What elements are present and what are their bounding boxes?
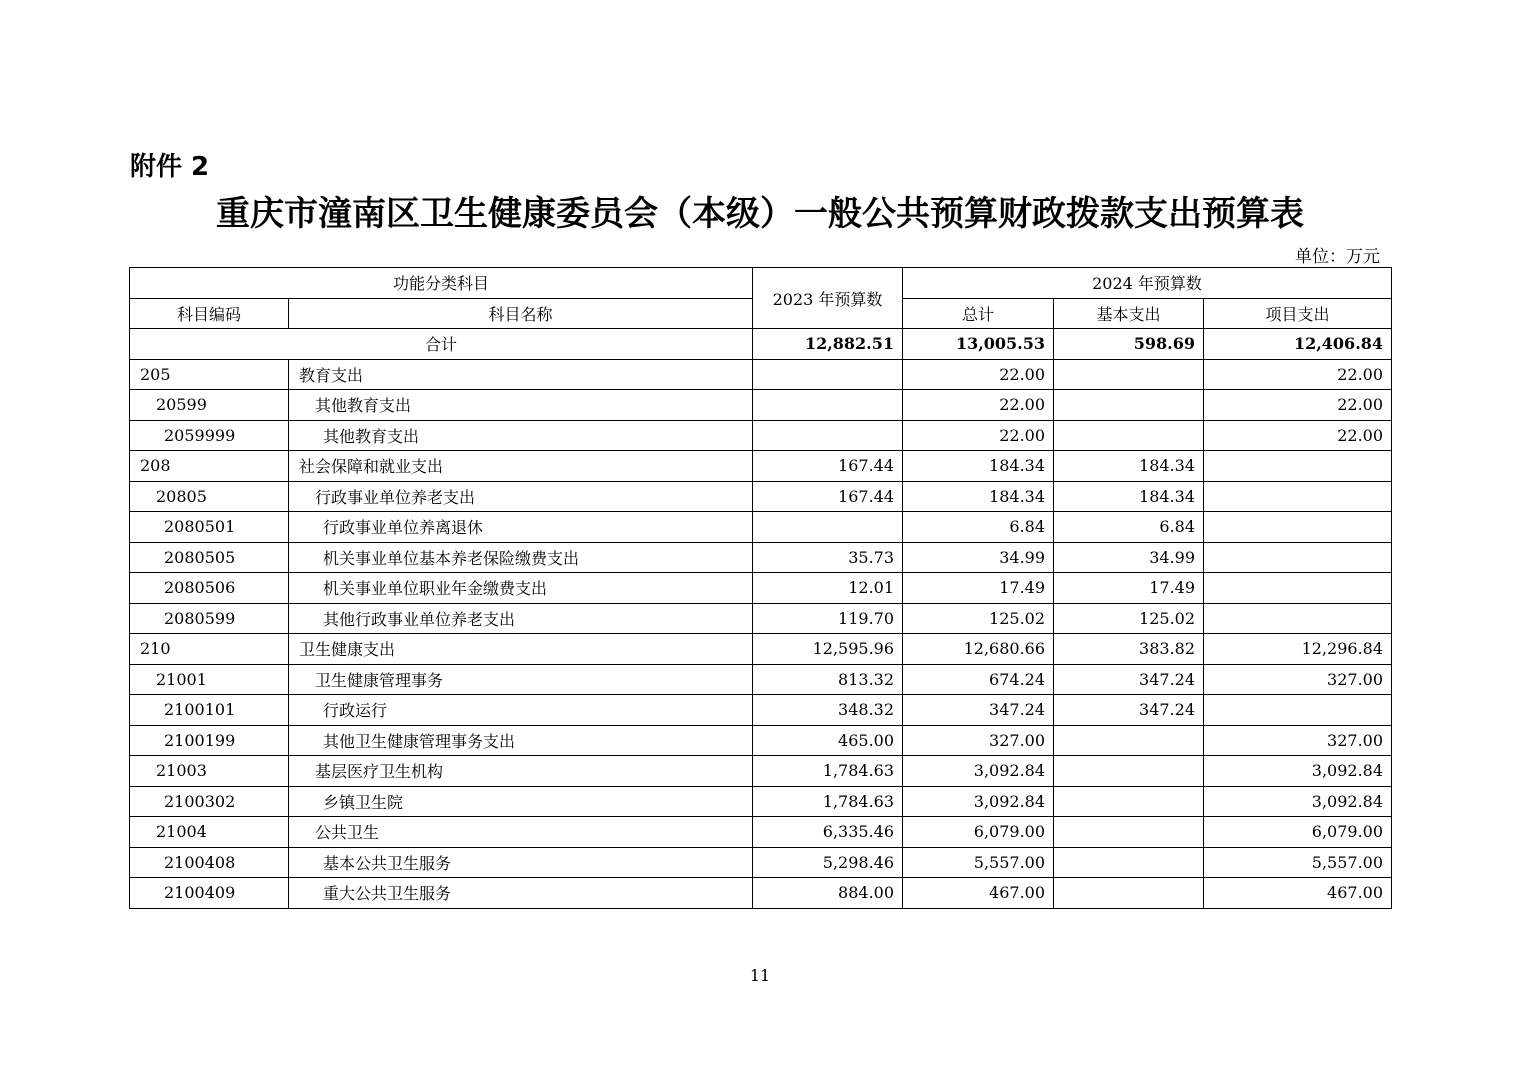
row-basic	[1054, 725, 1204, 756]
row-total: 12,680.66	[903, 634, 1054, 665]
row-project	[1204, 542, 1392, 573]
row-code: 2100408	[130, 847, 289, 878]
row-basic	[1054, 420, 1204, 451]
row-2023	[753, 512, 903, 543]
row-total: 347.24	[903, 695, 1054, 726]
summary-project: 12,406.84	[1204, 329, 1392, 360]
table-row	[130, 878, 1392, 909]
row-name: 其他教育支出	[289, 390, 753, 421]
row-2023: 1,784.63	[753, 756, 903, 787]
row-name: 卫生健康支出	[289, 634, 753, 665]
row-code: 2080506	[130, 573, 289, 604]
row-total: 3,092.84	[903, 756, 1054, 787]
row-2023: 813.32	[753, 664, 903, 695]
row-total: 674.24	[903, 664, 1054, 695]
row-project	[1204, 573, 1392, 604]
table-row	[130, 695, 1392, 726]
row-project	[1204, 451, 1392, 482]
table-row	[130, 451, 1392, 482]
row-name: 基本公共卫生服务	[289, 847, 753, 878]
row-total: 22.00	[903, 390, 1054, 421]
header-code: 科目编码	[130, 298, 289, 329]
row-project: 467.00	[1204, 878, 1392, 909]
row-basic: 125.02	[1054, 603, 1204, 634]
row-2023: 884.00	[753, 878, 903, 909]
row-name: 行政运行	[289, 695, 753, 726]
header-budget-2023: 2023 年预算数	[753, 268, 903, 329]
row-code: 208	[130, 451, 289, 482]
row-total: 184.34	[903, 451, 1054, 482]
row-basic: 347.24	[1054, 664, 1204, 695]
row-2023: 465.00	[753, 725, 903, 756]
table-row	[130, 359, 1392, 390]
row-basic: 34.99	[1054, 542, 1204, 573]
table-row	[130, 420, 1392, 451]
table-row	[130, 603, 1392, 634]
row-basic: 184.34	[1054, 481, 1204, 512]
row-project: 327.00	[1204, 664, 1392, 695]
row-name: 机关事业单位职业年金缴费支出	[289, 573, 753, 604]
table-row	[130, 573, 1392, 604]
header-func-category: 功能分类科目	[130, 268, 753, 299]
row-2023: 348.32	[753, 695, 903, 726]
table-row	[130, 390, 1392, 421]
row-total: 6.84	[903, 512, 1054, 543]
row-name: 公共卫生	[289, 817, 753, 848]
row-code: 21003	[130, 756, 289, 787]
row-code: 20599	[130, 390, 289, 421]
table-row	[130, 634, 1392, 665]
header-project: 项目支出	[1204, 298, 1392, 329]
row-name: 教育支出	[289, 359, 753, 390]
row-2023	[753, 359, 903, 390]
row-basic: 347.24	[1054, 695, 1204, 726]
row-project	[1204, 603, 1392, 634]
header-total: 总计	[903, 298, 1054, 329]
row-basic: 17.49	[1054, 573, 1204, 604]
row-name: 乡镇卫生院	[289, 786, 753, 817]
row-project	[1204, 695, 1392, 726]
summary-total: 13,005.53	[903, 329, 1054, 360]
row-basic	[1054, 359, 1204, 390]
row-2023: 12.01	[753, 573, 903, 604]
summary-row	[130, 329, 1392, 360]
row-total: 125.02	[903, 603, 1054, 634]
row-code: 21001	[130, 664, 289, 695]
row-basic: 184.34	[1054, 451, 1204, 482]
row-project: 327.00	[1204, 725, 1392, 756]
row-2023	[753, 420, 903, 451]
row-basic: 383.82	[1054, 634, 1204, 665]
table-row	[130, 542, 1392, 573]
table-row	[130, 786, 1392, 817]
row-code: 2100409	[130, 878, 289, 909]
row-code: 2059999	[130, 420, 289, 451]
row-project: 22.00	[1204, 359, 1392, 390]
row-project	[1204, 512, 1392, 543]
row-2023: 1,784.63	[753, 786, 903, 817]
row-name: 卫生健康管理事务	[289, 664, 753, 695]
table-row	[130, 664, 1392, 695]
row-project: 22.00	[1204, 390, 1392, 421]
document-title: 重庆市潼南区卫生健康委员会（本级）一般公共预算财政拨款支出预算表	[216, 194, 1304, 234]
attachment-label: 附件 2	[130, 152, 210, 182]
row-project	[1204, 481, 1392, 512]
row-code: 2100199	[130, 725, 289, 756]
row-basic	[1054, 817, 1204, 848]
row-total: 6,079.00	[903, 817, 1054, 848]
row-2023: 35.73	[753, 542, 903, 573]
row-project: 22.00	[1204, 420, 1392, 451]
row-name: 行政事业单位养离退休	[289, 512, 753, 543]
header-budget-2024: 2024 年预算数	[903, 268, 1392, 299]
table-row	[130, 481, 1392, 512]
row-total: 3,092.84	[903, 786, 1054, 817]
row-2023: 167.44	[753, 481, 903, 512]
row-project: 5,557.00	[1204, 847, 1392, 878]
row-basic: 6.84	[1054, 512, 1204, 543]
row-name: 其他教育支出	[289, 420, 753, 451]
row-code: 2080599	[130, 603, 289, 634]
row-code: 2100302	[130, 786, 289, 817]
row-basic	[1054, 878, 1204, 909]
row-name: 社会保障和就业支出	[289, 451, 753, 482]
summary-2023: 12,882.51	[753, 329, 903, 360]
header-basic: 基本支出	[1054, 298, 1204, 329]
row-total: 22.00	[903, 359, 1054, 390]
row-name: 机关事业单位基本养老保险缴费支出	[289, 542, 753, 573]
row-project: 6,079.00	[1204, 817, 1392, 848]
page-number: 11	[749, 966, 771, 985]
row-basic	[1054, 847, 1204, 878]
row-code: 2100101	[130, 695, 289, 726]
row-name: 基层医疗卫生机构	[289, 756, 753, 787]
row-code: 20805	[130, 481, 289, 512]
row-2023: 119.70	[753, 603, 903, 634]
row-code: 205	[130, 359, 289, 390]
row-total: 17.49	[903, 573, 1054, 604]
row-total: 5,557.00	[903, 847, 1054, 878]
row-total: 184.34	[903, 481, 1054, 512]
header-name: 科目名称	[289, 298, 753, 329]
row-2023: 167.44	[753, 451, 903, 482]
table-row	[130, 725, 1392, 756]
row-code: 21004	[130, 817, 289, 848]
row-2023	[753, 390, 903, 421]
row-basic	[1054, 390, 1204, 421]
row-name: 其他卫生健康管理事务支出	[289, 725, 753, 756]
row-name: 其他行政事业单位养老支出	[289, 603, 753, 634]
row-code: 2080501	[130, 512, 289, 543]
row-total: 327.00	[903, 725, 1054, 756]
summary-basic: 598.69	[1054, 329, 1204, 360]
row-name: 行政事业单位养老支出	[289, 481, 753, 512]
row-project: 3,092.84	[1204, 756, 1392, 787]
table-row	[130, 847, 1392, 878]
row-basic	[1054, 786, 1204, 817]
row-total: 22.00	[903, 420, 1054, 451]
row-name: 重大公共卫生服务	[289, 878, 753, 909]
row-code: 210	[130, 634, 289, 665]
budget-table	[129, 267, 1392, 909]
row-2023: 6,335.46	[753, 817, 903, 848]
table-row	[130, 756, 1392, 787]
table-row	[130, 512, 1392, 543]
table-row	[130, 817, 1392, 848]
row-2023: 12,595.96	[753, 634, 903, 665]
row-2023: 5,298.46	[753, 847, 903, 878]
summary-label: 合计	[130, 329, 753, 360]
header-row-1	[130, 268, 1392, 299]
row-code: 2080505	[130, 542, 289, 573]
row-total: 34.99	[903, 542, 1054, 573]
row-total: 467.00	[903, 878, 1054, 909]
row-project: 12,296.84	[1204, 634, 1392, 665]
unit-label: 单位：万元	[1295, 247, 1380, 267]
row-basic	[1054, 756, 1204, 787]
row-project: 3,092.84	[1204, 786, 1392, 817]
